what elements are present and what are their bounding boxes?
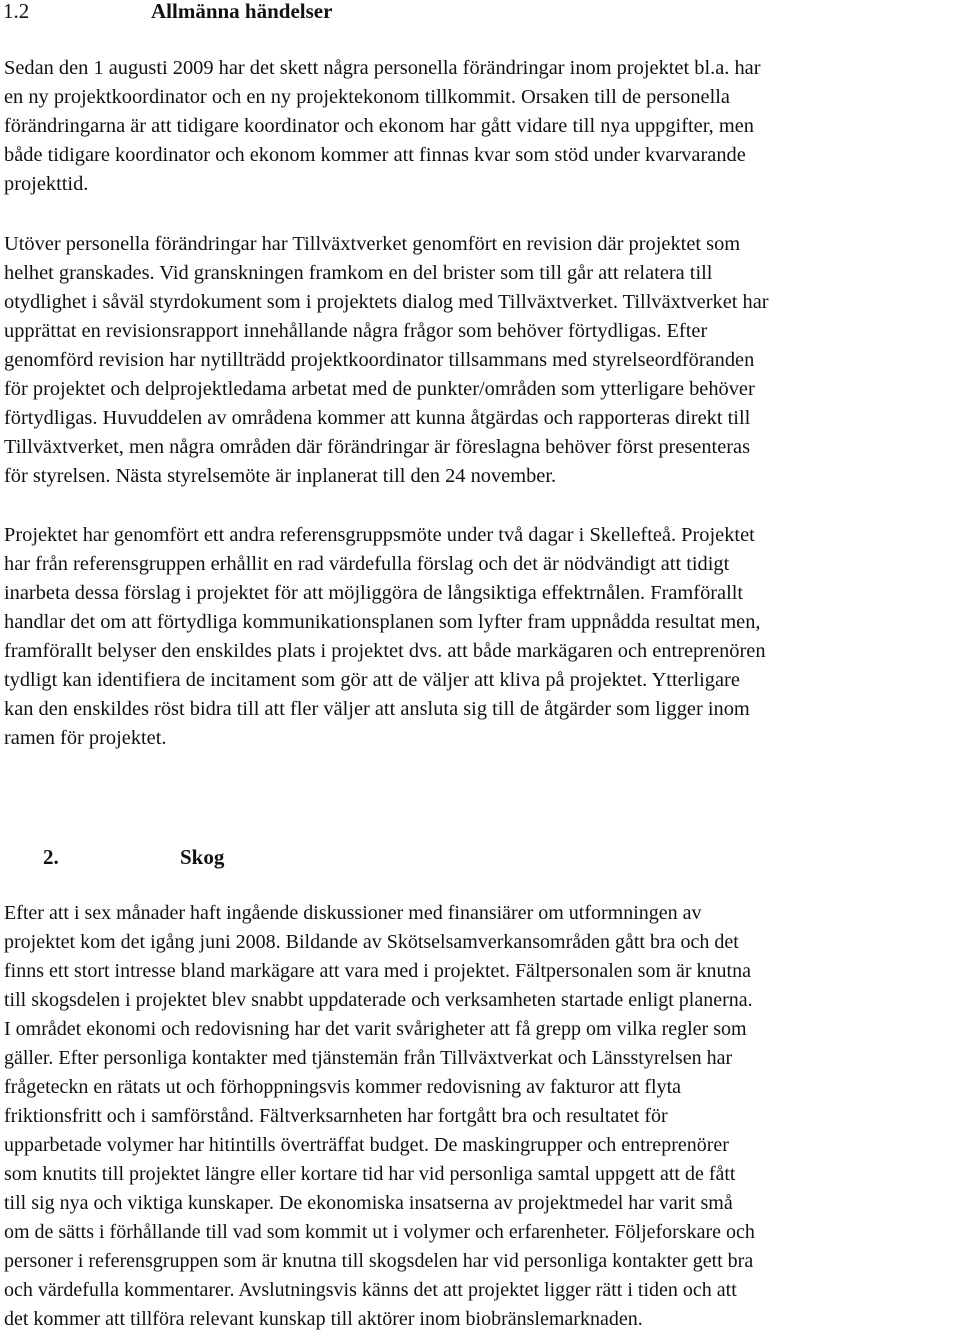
section-number: 1.2 — [3, 0, 30, 23]
paragraph-reference-group: Projektet har genomfört ett andra referensgruppsmöte under två dagar i Skellefteå. Projektet har från referensgruppen erhållit en rad värdefulla förslag och det är nödvändigt att tidigt inarbeta dessa förslag i projektet för att möjliggöra de långsiktiga effektrnålen. Framförallt handlar det om att förtydliga kommunikationsplanen som lyfter fram uppnådda resultat men, framförallt belyser den enskildes plats i projektet dvs. att både markägaren och entreprenören tydligt kan identifiera de incitament som gör att de väljer att kliva på projektet. Ytterligare kan den enskildes röst bidra till att fler väljer att ansluta sig till de åtgärder som ligger inom ramen för projektet. — [4, 524, 766, 749]
paragraph-forest: Efter att i sex månader haft ingående diskussioner med finansiärer om utformningen av projektet kom det igång juni 2008. Bildande av Skötselsamverkansområden gått bra och det finns ett stort intresse bland markägare att vara med i projektet. Fältpersonalen som är knutna till skogsdelen i projektet blev snabbt uppdaterade och verksamheten startade enligt planerna. I området ekonomi och redovisning har det varit svårigheter att få grepp om vilka regler som gäller. Efter personliga kontakter med tjänstemän från Tillväxtverkat och Länsstyrelsen har frågeteckn en rätats ut och förhoppningsvis kommer redovisning av fakturor att flyta friktionsfritt och i samförstånd. Fältverksarnheten har fortgått bra och resultatet för upparbetade volymer har hitintills överträffat budget. De maskingrupper och entreprenörer som knutits till projektet längre eller kortare tid har vid personliga samtal uppgett att de fått till sig nya och viktiga kunskaper. De ekonomiska insatserna av projektmedel har varit små om de sätts i förhållande till vad som kommit ut i volymer och erfarenheter. Följeforskare och personer i referensgruppen som är knutna till skogsdelen har vid personliga kontakter gett bra och värdefulla kommentarer. Avslutningsvis känns det att projektet ligger rätt i tiden och att det kommer att tillföra relevant kunskap till aktörer inom biobränslemarknaden. — [4, 902, 755, 1330]
section-heading-2 — [43, 843, 224, 872]
section-title: Allmänna händelser — [151, 0, 333, 23]
section-title: Skog — [180, 845, 225, 869]
paragraph-personnel-changes: Sedan den 1 augusti 2009 har det skett några personella förändringar inom projektet bl.a. har en ny projektkoordinator och en ny projektekonom tillkommit. Orsaken till de personella förändringarna är att tidigare koordinator och ekonom har gått vidare till nya uppgifter, men både tidigare koordinator och ekonom kommer att finnas kvar som stöd under kvarvarande projekttid. — [4, 57, 761, 195]
section-heading-1-2 — [3, 0, 332, 26]
section-number: 2. — [43, 845, 59, 869]
paragraph-revision: Utöver personella förändringar har Tillväxtverket genomfört en revision där projektet som helhet granskades. Vid granskningen framkom en del brister som till går att relatera till otydlighet i såväl styrdokument som i projektets dialog med Tillväxtverket. Tillväxtverket har upprättat en revisionsrapport innehållande några frågor som behöver förtydligas. Efter genomförd revision har nytillträdd projektkoordinator tillsammans med styrelseordföranden för projektet och delprojektledama arbetat med de punkter/områden som ytterligare behöver förtydligas. Huvuddelen av områdena kommer att kunna åtgärdas och rapporteras direkt till Tillväxtverket, men några områden där förändringar är föreslagna behöver först presenteras för styrelsen. Nästa styrelsemöte är inplanerat till den 24 november. — [4, 233, 769, 487]
